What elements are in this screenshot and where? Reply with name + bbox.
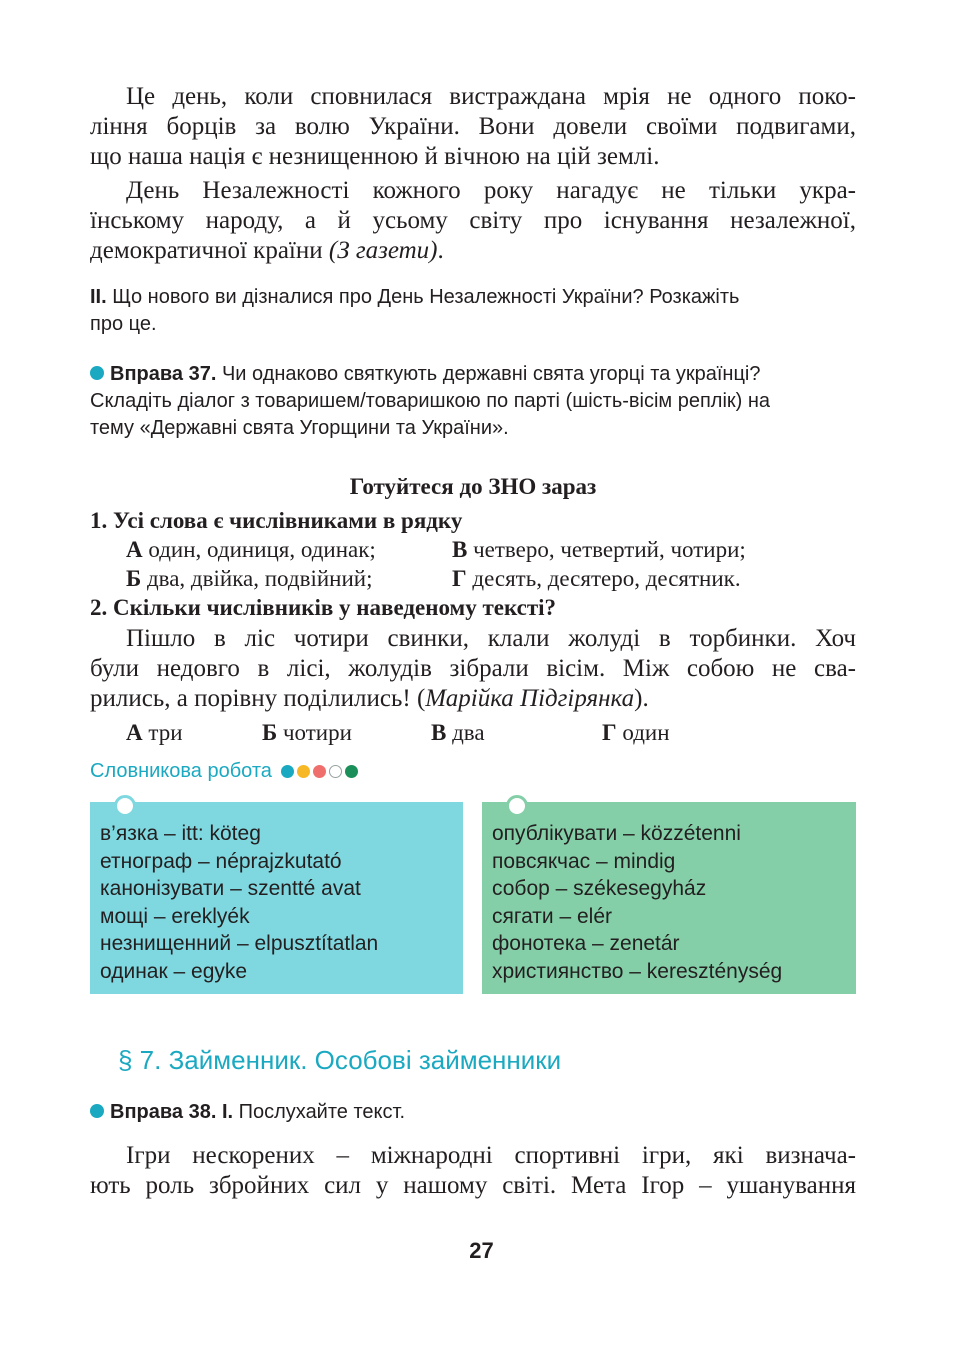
vocab-entry: повсякчас – mindig: [492, 849, 676, 873]
color-dot-icon: [313, 765, 326, 778]
task-part-2: [90, 284, 856, 338]
task-text: Що нового ви дізналися про День Незалежності України? Розкажіть: [106, 286, 740, 308]
option-letter: В: [452, 537, 468, 562]
color-dot-icon: [297, 765, 310, 778]
option-text: один, одиниця, одинак;: [142, 537, 376, 562]
option-text: два: [446, 720, 485, 745]
exercise-37: [90, 361, 856, 442]
text-line: Пішло в ліс чотири свинки, клали жолуді в торбинки. Хоч: [126, 625, 856, 652]
scalloped-edge: [90, 991, 463, 997]
bullet-dot-icon: [90, 1104, 104, 1118]
text-line: ління борців за волю України. Вони довели своїми подвигами,: [90, 113, 856, 140]
zno-title: Готуйтеся до ЗНО зараз: [349, 474, 597, 499]
text-line: День Незалежності кожного року нагадує не тільки укра-: [126, 177, 856, 204]
vocab-entry: одинак – egyke: [100, 959, 248, 983]
vocab-entry: собор – székesegyház: [492, 877, 707, 900]
task-line: тему «Державні свята Угорщини та України».: [90, 417, 509, 439]
zno-option: [452, 564, 741, 593]
text-line: що наша нація є незнищенною й вічною на цій землі.: [90, 143, 660, 170]
color-dot-icon: [345, 765, 358, 778]
vocab-entry: канонізувати – szentté avat: [100, 877, 361, 900]
zno-option: [126, 564, 372, 593]
text-fragment: рились, а порівну поділились! (: [90, 685, 426, 712]
vocab-entry: етнограф – néprajzkutató: [100, 849, 342, 873]
option-text: четверо, четвертий, чотири;: [467, 537, 746, 562]
task-line: [90, 284, 856, 311]
zno-option: [126, 718, 183, 747]
zno-option: [262, 718, 352, 747]
vocabulary-title: Словникова робота: [90, 760, 272, 782]
vocab-entry: в’язка – itt: köteg: [100, 822, 261, 845]
task-number: І.: [216, 1101, 234, 1123]
exercise-label: Вправа 37.: [110, 363, 217, 385]
task-line: Складіть діалог з товаришем/товаришкою по парті (шість-вісім реплік) на: [90, 390, 771, 412]
text-line: їнському народу, а й усьому світу про існування незалежної,: [90, 207, 856, 234]
paragraph-independence-1: [90, 82, 856, 172]
text-line: Це день, коли сповнилася вистраждана мрія не одного поко-: [126, 83, 856, 110]
option-text: два, двійка, подвійний;: [141, 566, 373, 591]
color-dot-icon: [329, 765, 342, 778]
text-line: Ігри нескорених – міжнародні спортивні ігри, які визнача-: [126, 1142, 856, 1169]
task-line: про це.: [90, 313, 157, 335]
option-text: чотири: [277, 720, 352, 745]
vocab-entry: опублікувати – közzétenni: [492, 822, 741, 845]
source-citation: (З газети): [328, 237, 438, 264]
option-letter: А: [126, 720, 143, 745]
page-number: 27: [469, 1238, 494, 1263]
vocab-entry: християнство – kereszténység: [492, 959, 783, 983]
text-line: [90, 236, 856, 266]
option-letter: Б: [126, 566, 142, 591]
zno-option: [602, 718, 670, 747]
text-line: ють роль збройних сил у нашому світі. Мета Ігор – ушанування: [90, 1172, 856, 1199]
text-line: були недовго в лісі, жолудів зібрали вісім. Між собою не сва-: [90, 655, 856, 682]
zno-option: [431, 718, 485, 747]
color-dot-icon: [281, 765, 294, 778]
option-letter: Б: [262, 720, 278, 745]
author-name: Марійка Підгірянка: [425, 685, 635, 712]
exercise-38: [90, 1099, 856, 1126]
task-line: [90, 1099, 856, 1126]
paragraph-independence-2: [90, 176, 856, 266]
vocab-entry: фонотека – zenetár: [492, 932, 680, 955]
option-text: десять, десятеро, десятник.: [466, 566, 741, 591]
vocabulary-card-left: [90, 802, 463, 994]
paragraph-invictus-games: [90, 1141, 856, 1201]
bullet-dot-icon: [90, 366, 104, 380]
zno-question-2: 2. Скільки числівників у наведеному тексті?: [90, 595, 557, 620]
option-letter: Г: [452, 566, 467, 591]
zno-option: [452, 535, 746, 564]
task-text: Чи однаково святкують державні свята угорці та українці?: [216, 363, 761, 385]
text-fragment: .: [437, 237, 444, 264]
vocabulary-label: [90, 758, 358, 784]
text-fragment: демократичної країни: [90, 237, 329, 264]
task-line: [90, 361, 856, 388]
zno-question-1: 1. Усі слова є числівниками в рядку: [90, 508, 463, 533]
vocab-entry: мощі – ereklyék: [100, 904, 250, 928]
task-number: ІІ.: [90, 286, 107, 308]
vocabulary-card-right: [482, 802, 856, 994]
option-letter: А: [126, 537, 143, 562]
vocabulary-dots: [278, 760, 358, 782]
scalloped-edge: [482, 991, 856, 997]
text-fragment: ).: [634, 685, 649, 712]
vocab-entry: сягати – elér: [492, 904, 613, 928]
option-text: три: [142, 720, 183, 745]
zno-option: [126, 535, 376, 564]
ring-icon: [506, 795, 528, 817]
ring-icon: [114, 795, 136, 817]
section-title: § 7. Займенник. Особові займенники: [118, 1045, 562, 1075]
option-text: один: [616, 720, 670, 745]
vocab-entry: незнищенний – elpusztítatlan: [100, 932, 379, 955]
zno-question-2-text: [90, 624, 856, 714]
exercise-label: Вправа 38.: [110, 1101, 217, 1123]
option-letter: В: [431, 720, 447, 745]
task-text: Послухайте текст.: [233, 1101, 406, 1123]
text-line: [90, 684, 856, 714]
option-letter: Г: [602, 720, 617, 745]
